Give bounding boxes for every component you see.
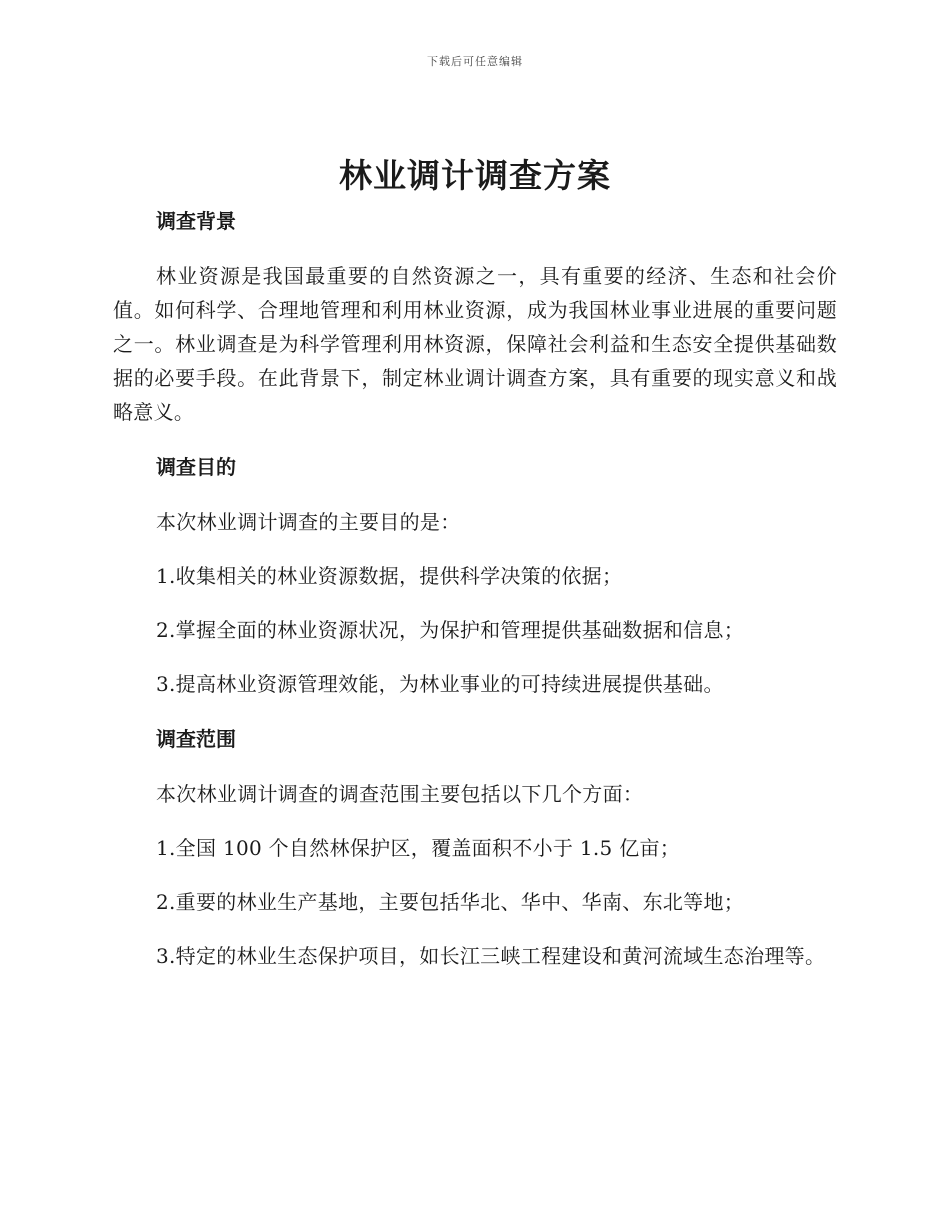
purpose-intro: 本次林业调计调查的主要目的是： <box>156 510 461 534</box>
section-heading-purpose: 调查目的 <box>156 455 236 479</box>
purpose-item: 2.掌握全面的林业资源状况，为保护和管理提供基础数据和信息； <box>156 618 745 642</box>
document-body <box>113 203 837 973</box>
purpose-item: 1.收集相关的林业资源数据，提供科学决策的依据； <box>156 564 623 588</box>
scope-item: 3.特定的林业生态保护项目，如长江三峡工程建设和黄河流域生态治理等。 <box>156 944 826 968</box>
background-paragraph: 林业资源是我国最重要的自然资源之一，具有重要的经济、生态和社会价值。如何科学、合理地管理和利用林业资源，成为我国林业事业进展的重要问题之一。林业调查是为科学管理利用林资源，保障社会利益和生态安全提供基础数据的必要手段。在此背景下，制定林业调计调查方案，具有重要的现实意义和战略意义。 <box>113 264 837 424</box>
section-heading-background: 调查背景 <box>156 209 236 233</box>
section-heading-scope: 调查范围 <box>156 727 236 751</box>
purpose-item: 3.提高林业资源管理效能，为林业事业的可持续进展提供基础。 <box>156 672 724 696</box>
scope-item: 1.全国 100 个自然林保护区，覆盖面积不小于 1.5 亿亩； <box>156 836 681 860</box>
scope-item: 2.重要的林业生产基地，主要包括华北、华中、华南、东北等地； <box>156 890 745 914</box>
scope-intro: 本次林业调计调查的调查范围主要包括以下几个方面： <box>156 782 644 806</box>
page-header-note: 下载后可任意编辑 <box>427 55 523 68</box>
document-title: 林业调计调查方案 <box>339 156 611 195</box>
